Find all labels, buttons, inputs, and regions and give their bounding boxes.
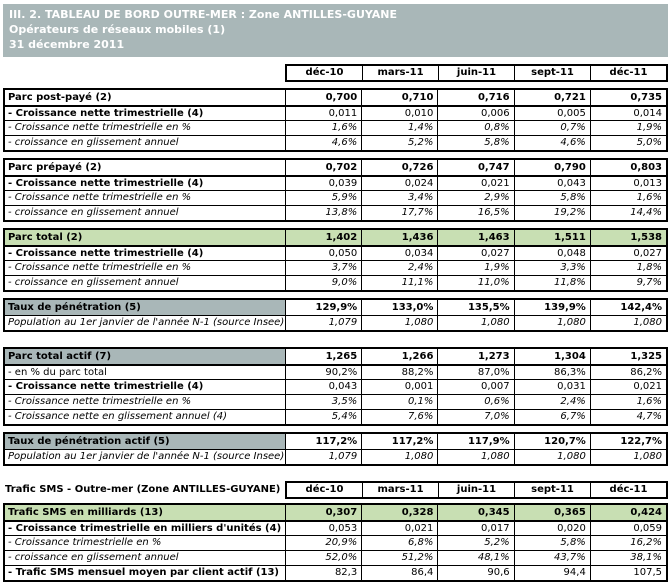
row-label: Parc total actif (7) <box>5 349 285 364</box>
table-row <box>5 260 666 275</box>
cell: 0,034 <box>361 247 437 260</box>
cell: 0,007 <box>437 380 513 394</box>
row-label: - croissance en glissement annuel <box>8 277 179 289</box>
table-row <box>5 135 666 150</box>
cell: 117,2% <box>285 434 361 449</box>
cell: 90,6 <box>437 566 513 580</box>
column-header: sept-11 <box>514 66 590 80</box>
column-header-strip <box>3 64 668 82</box>
table-row <box>5 349 666 364</box>
column-header: mars-11 <box>362 66 438 80</box>
cell: 88,2% <box>361 366 437 379</box>
cell: 0,031 <box>514 380 590 394</box>
row-label: - Croissance trimestrielle en % <box>8 537 162 549</box>
row-label: - Croissance trimestrielle en milliers d'unités (4) <box>8 522 282 534</box>
cell: 90,2% <box>285 366 361 379</box>
column-header: mars-11 <box>362 483 438 497</box>
cell: 0,735 <box>590 90 666 105</box>
cell: 0,014 <box>590 107 666 120</box>
table-row <box>5 230 666 245</box>
cell: 0,721 <box>514 90 590 105</box>
cell: 0,050 <box>285 247 361 260</box>
table-row <box>5 535 666 550</box>
cell: 139,9% <box>514 300 590 315</box>
cell: 117,9% <box>437 434 513 449</box>
cell: 3,5% <box>285 395 361 409</box>
cell: 9,7% <box>590 276 666 290</box>
table-row <box>5 300 666 315</box>
cell: 1,079 <box>285 450 361 464</box>
cell: 135,5% <box>437 300 513 315</box>
table-row <box>5 550 666 565</box>
cell: 11,0% <box>437 276 513 290</box>
cell: 13,8% <box>285 206 361 220</box>
table-row <box>5 379 666 394</box>
row-label: - Croissance nette trimestrielle (4) <box>8 107 204 119</box>
cell: 0,039 <box>285 177 361 190</box>
cell: 0,700 <box>285 90 361 105</box>
cell: 52,0% <box>285 551 361 565</box>
row-label: Population au 1er janvier de l'année N-1 (source Insee) <box>8 317 285 329</box>
cell: 82,3 <box>285 566 361 580</box>
cell: 0,702 <box>285 160 361 175</box>
row-label: - Croissance nette en glissement annuel (4) <box>8 411 228 423</box>
cell: 86,3% <box>514 366 590 379</box>
section-parc-post-paye <box>3 88 668 152</box>
cell: 86,4 <box>361 566 437 580</box>
cell: 117,2% <box>361 434 437 449</box>
cell: 0,365 <box>514 505 590 520</box>
cell: 0,005 <box>514 107 590 120</box>
cell: 1,080 <box>514 316 590 330</box>
cell: 0,043 <box>285 380 361 394</box>
cell: 0,803 <box>590 160 666 175</box>
cell: 0,6% <box>437 395 513 409</box>
cell: 16,2% <box>590 536 666 550</box>
cell: 1,080 <box>361 316 437 330</box>
cell: 1,080 <box>437 450 513 464</box>
column-header-spacer <box>3 64 285 82</box>
page-date: 31 décembre 2011 <box>9 38 125 52</box>
table-row <box>5 364 666 379</box>
cell: 14,4% <box>590 206 666 220</box>
row-label: - Croissance nette trimestrielle (4) <box>8 247 204 259</box>
cell: 1,080 <box>590 316 666 330</box>
cell: 0,010 <box>361 107 437 120</box>
column-header-box <box>285 64 668 82</box>
section-parc-total <box>3 228 668 292</box>
cell: 0,021 <box>590 380 666 394</box>
cell: 0,7% <box>514 121 590 135</box>
sms-block-title: Trafic SMS - Outre-mer (Zone ANTILLES-GUYANE) <box>5 484 281 496</box>
table-row <box>5 190 666 205</box>
row-label: - en % du parc total <box>8 366 107 378</box>
cell: 0,8% <box>437 121 513 135</box>
cell: 5,4% <box>285 410 361 424</box>
cell: 6,7% <box>514 410 590 424</box>
section-parc-prepaye <box>3 158 668 222</box>
row-label: - croissance en glissement annuel <box>8 207 179 219</box>
cell: 5,2% <box>437 536 513 550</box>
cell: 0,043 <box>514 177 590 190</box>
row-label: - Croissance nette trimestrielle (4) <box>8 177 204 189</box>
cell: 1,080 <box>361 450 437 464</box>
cell: 120,7% <box>514 434 590 449</box>
row-label: Population au 1er janvier de l'année N-1 (source Insee) <box>8 451 285 463</box>
cell: 1,080 <box>590 450 666 464</box>
cell: 38,1% <box>590 551 666 565</box>
page-title: III. 2. TABLEAU DE BORD OUTRE-MER : Zone ANTILLES-GUYANE <box>9 8 398 21</box>
cell: 5,2% <box>361 136 437 150</box>
cell: 142,4% <box>590 300 666 315</box>
cell: 1,080 <box>514 450 590 464</box>
cell: 4,6% <box>285 136 361 150</box>
row-label: - croissance en glissement annuel <box>8 137 179 149</box>
cell: 1,6% <box>285 121 361 135</box>
row-label: Parc total (2) <box>8 231 83 243</box>
row-label: - Croissance nette trimestrielle (4) <box>8 381 204 393</box>
cell: 43,7% <box>514 551 590 565</box>
cell: 0,001 <box>361 380 437 394</box>
cell: 0,1% <box>361 395 437 409</box>
cell: 0,011 <box>285 107 361 120</box>
table-row <box>5 434 666 449</box>
cell: 0,017 <box>437 522 513 535</box>
cell: 0,747 <box>437 160 513 175</box>
cell: 3,7% <box>285 261 361 275</box>
cell: 20,9% <box>285 536 361 550</box>
cell: 5,8% <box>514 191 590 205</box>
cell: 1,8% <box>590 261 666 275</box>
cell: 1,436 <box>361 230 437 245</box>
column-header: déc-10 <box>305 483 344 495</box>
cell: 1,265 <box>285 349 361 364</box>
cell: 0,053 <box>285 522 361 535</box>
column-header: déc-11 <box>590 483 666 497</box>
cell: 48,1% <box>437 551 513 565</box>
table-row <box>5 520 666 535</box>
cell: 0,021 <box>437 177 513 190</box>
cell: 2,4% <box>361 261 437 275</box>
cell: 1,9% <box>437 261 513 275</box>
row-label: Taux de pénétration (5) <box>5 300 285 315</box>
cell: 0,027 <box>437 247 513 260</box>
cell: 0,020 <box>514 522 590 535</box>
cell: 11,8% <box>514 276 590 290</box>
row-label: - Croissance nette trimestrielle en % <box>8 122 192 134</box>
table-row <box>5 315 666 330</box>
cell: 133,0% <box>361 300 437 315</box>
cell: 2,4% <box>514 395 590 409</box>
cell: 4,7% <box>590 410 666 424</box>
cell: 7,6% <box>361 410 437 424</box>
table-row <box>5 160 666 175</box>
cell: 129,9% <box>285 300 361 315</box>
cell: 1,463 <box>437 230 513 245</box>
cell: 11,1% <box>361 276 437 290</box>
table-row <box>5 565 666 580</box>
cell: 3,3% <box>514 261 590 275</box>
section-parc-total-actif <box>3 347 668 426</box>
row-label: - Croissance nette trimestrielle en % <box>8 262 192 274</box>
table-row <box>5 505 666 520</box>
cell: 7,0% <box>437 410 513 424</box>
cell: 51,2% <box>361 551 437 565</box>
cell: 17,7% <box>361 206 437 220</box>
section-taux-penetration <box>3 298 668 332</box>
cell: 1,402 <box>285 230 361 245</box>
sms-header-strip <box>3 481 668 499</box>
cell: 4,6% <box>514 136 590 150</box>
cell: 0,006 <box>437 107 513 120</box>
cell: 1,273 <box>437 349 513 364</box>
cell: 3,4% <box>361 191 437 205</box>
cell: 9,0% <box>285 276 361 290</box>
cell: 0,424 <box>590 505 666 520</box>
cell: 5,9% <box>285 191 361 205</box>
row-label: - Trafic SMS mensuel moyen par client actif (13) <box>8 567 280 579</box>
row-label: Trafic SMS en milliards (13) <box>8 506 163 518</box>
cell: 0,790 <box>514 160 590 175</box>
table-row <box>5 394 666 409</box>
cell: 0,024 <box>361 177 437 190</box>
cell: 5,8% <box>514 536 590 550</box>
row-label: Parc post-payé (2) <box>8 91 112 103</box>
cell: 0,726 <box>361 160 437 175</box>
cell: 0,059 <box>590 522 666 535</box>
cell: 1,079 <box>285 316 361 330</box>
cell: 6,8% <box>361 536 437 550</box>
row-label: Parc prépayé (2) <box>8 161 102 173</box>
column-header: juin-11 <box>438 483 514 497</box>
cell: 1,538 <box>590 230 666 245</box>
cell: 1,6% <box>590 395 666 409</box>
cell: 2,9% <box>437 191 513 205</box>
cell: 1,325 <box>590 349 666 364</box>
cell: 87,0% <box>437 366 513 379</box>
cell: 0,716 <box>437 90 513 105</box>
cell: 1,266 <box>361 349 437 364</box>
cell: 107,5 <box>590 566 666 580</box>
table-row <box>5 175 666 190</box>
cell: 19,2% <box>514 206 590 220</box>
table-row <box>5 120 666 135</box>
cell: 0,710 <box>361 90 437 105</box>
row-label: - Croissance nette trimestrielle en % <box>8 192 192 204</box>
row-label: - croissance en glissement annuel <box>8 552 179 564</box>
table-row <box>5 275 666 290</box>
cell: 122,7% <box>590 434 666 449</box>
cell: 0,027 <box>590 247 666 260</box>
column-header: déc-10 <box>305 66 344 78</box>
cell: 1,9% <box>590 121 666 135</box>
cell: 16,5% <box>437 206 513 220</box>
cell: 1,080 <box>437 316 513 330</box>
cell: 0,345 <box>437 505 513 520</box>
column-header: déc-11 <box>590 66 666 80</box>
table-row <box>5 90 666 105</box>
page-subtitle: Opérateurs de réseaux mobiles (1) <box>9 23 226 37</box>
cell: 0,048 <box>514 247 590 260</box>
section-trafic-sms <box>3 503 668 582</box>
cell: 5,0% <box>590 136 666 150</box>
cell: 1,6% <box>590 191 666 205</box>
row-label: - Croissance nette trimestrielle en % <box>8 396 192 408</box>
row-label: Taux de pénétration actif (5) <box>5 434 285 449</box>
table-row <box>5 245 666 260</box>
cell: 1,4% <box>361 121 437 135</box>
section-taux-penetration-actif <box>3 432 668 466</box>
cell: 1,304 <box>514 349 590 364</box>
cell: 0,021 <box>361 522 437 535</box>
cell: 1,511 <box>514 230 590 245</box>
table-row <box>5 205 666 220</box>
cell: 0,328 <box>361 505 437 520</box>
table-row <box>5 409 666 424</box>
column-header: juin-11 <box>438 66 514 80</box>
title-band <box>3 4 668 57</box>
cell: 0,307 <box>285 505 361 520</box>
cell: 86,2% <box>590 366 666 379</box>
column-header: sept-11 <box>514 483 590 497</box>
cell: 94,4 <box>514 566 590 580</box>
table-row <box>5 449 666 464</box>
cell: 5,8% <box>437 136 513 150</box>
sms-column-header-box <box>285 481 668 499</box>
table-row <box>5 105 666 120</box>
cell: 0,013 <box>590 177 666 190</box>
